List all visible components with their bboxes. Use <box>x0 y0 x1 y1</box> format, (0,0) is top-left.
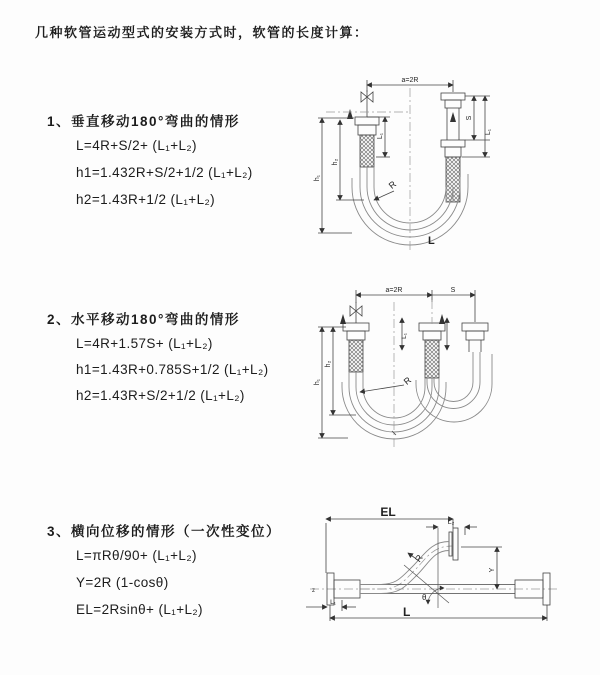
radius-label: R <box>412 552 425 564</box>
section-3-formula-Y: Y=2R (1-cosθ) <box>76 575 169 590</box>
dim-label-h2: h₂ <box>325 360 332 368</box>
dim-label-el: EL <box>380 505 396 519</box>
up-arrow-icon <box>347 109 353 119</box>
dim-label-a2r: a=2R <box>385 287 403 294</box>
dim-label-y: Y <box>489 567 496 573</box>
section-3-formula-L: L=πRθ/90+ (L₁+L₂) <box>76 548 197 563</box>
angle-label: θ <box>422 593 427 602</box>
section-2-formula-h2: h2=1.43R+S/2+1/2 (L₁+L₂) <box>76 388 245 403</box>
radius-label: R <box>401 374 414 387</box>
section-3-heading: 3、横向位移的情形（一次性变位） <box>47 524 282 539</box>
section-2-formula-h1: h1=1.43R+0.785S+1/2 (L₁+L₂) <box>76 362 269 377</box>
diagram-vertical-bend <box>306 72 516 257</box>
axis-mark: z <box>312 588 315 594</box>
dim-label-l1-right: L₁ <box>485 128 492 136</box>
radius-label: R <box>386 178 399 191</box>
dim-label-l2: L₂ <box>447 519 455 526</box>
diagram-lateral-displacement <box>298 503 598 633</box>
section-1-formula-L: L=4R+S/2+ (L₁+L₂) <box>76 138 197 153</box>
section-2-heading: 2、水平移动180°弯曲的情形 <box>47 312 240 327</box>
up-arrow-icon <box>340 314 346 324</box>
page-title: 几种软管运动型式的安装方式时，软管的长度计算： <box>35 25 369 40</box>
up-arrow-icon <box>450 112 456 122</box>
length-label: L <box>428 235 435 247</box>
dim-label-h2: h₂ <box>332 158 339 166</box>
section-3-formula-EL: EL=2Rsinθ+ (L₁+L₂) <box>76 602 203 617</box>
length-label: L <box>403 605 411 619</box>
dim-label-h1: h₁ <box>314 378 321 386</box>
dim-label-a2r: a=2R <box>401 77 419 84</box>
dim-label-h1: h₁ <box>314 174 321 182</box>
dim-label-l1: L₁ <box>330 599 336 606</box>
dim-label-s: S <box>466 115 473 121</box>
diagram-horizontal-bend <box>306 282 526 462</box>
up-arrow-icon <box>439 314 445 324</box>
section-1-formula-h2: h2=1.43R+1/2 (L₁+L₂) <box>76 192 216 207</box>
section-2-formula-L: L=4R+1.57S+ (L₁+L₂) <box>76 336 213 351</box>
section-1-heading: 1、垂直移动180°弯曲的情形 <box>47 114 240 129</box>
dim-label-l1: L₁ <box>401 333 408 339</box>
dim-label-l1-left: L₁ <box>377 132 384 140</box>
dim-label-s: S <box>450 287 456 294</box>
section-1-formula-h1: h1=1.432R+S/2+1/2 (L₁+L₂) <box>76 165 253 180</box>
